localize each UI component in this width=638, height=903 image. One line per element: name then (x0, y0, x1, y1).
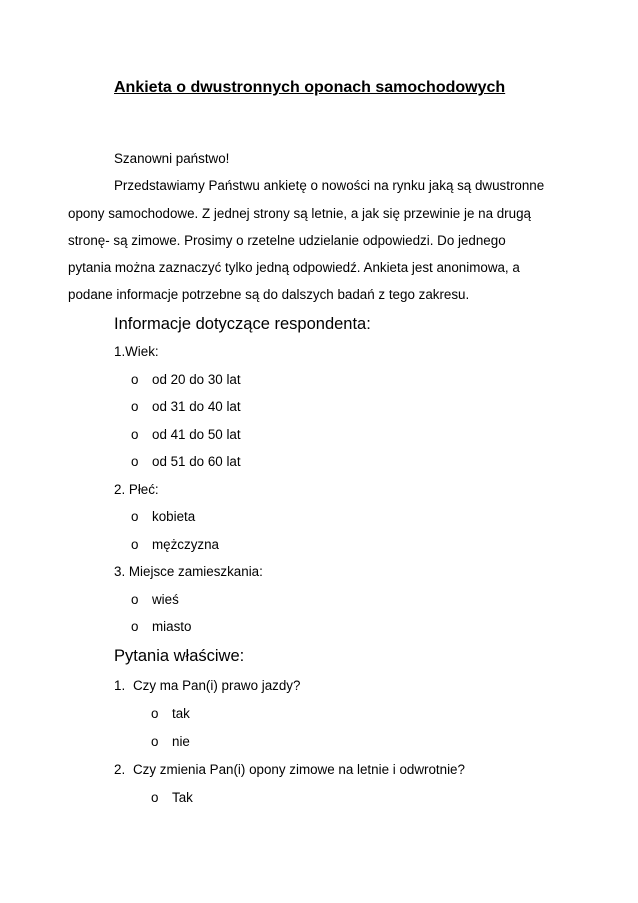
bullet-marker: o (131, 427, 139, 442)
section-heading-respondent: Informacje dotyczące respondenta: (114, 315, 371, 333)
question-license: 1. Czy ma Pan(i) prawo jazdy? (114, 678, 301, 693)
question-gender-label: 2. Płeć: (114, 482, 159, 497)
option-gender-female: o kobieta (131, 509, 196, 524)
option-license-no: o nie (151, 734, 190, 749)
document-title: Ankieta o dwustronnych oponach samochodowych (114, 79, 506, 96)
bullet-marker: o (131, 537, 139, 552)
option-age-51-60: o od 51 do 60 lat (131, 454, 241, 469)
bullet-marker: o (151, 734, 159, 749)
option-gender-male: o mężczyzna (131, 537, 219, 552)
intro-line-5: podane informacje potrzebne są do dalszych badań z tego zakresu. (68, 287, 470, 302)
section-heading-main-questions: Pytania właściwe: (114, 647, 245, 665)
bullet-marker: o (151, 706, 159, 721)
option-license-yes: o tak (151, 706, 190, 721)
bullet-marker: o (131, 454, 139, 469)
intro-line-2: opony samochodowe. Z jednej strony są letnie, a jak się przewinie je na drugą (68, 206, 531, 221)
question-age-label: 1.Wiek: (114, 344, 159, 359)
option-age-31-40: o od 31 do 40 lat (131, 399, 241, 414)
option-residence-village: o wieś (131, 592, 179, 607)
greeting: Szanowni państwo! (114, 151, 230, 166)
bullet-marker: o (131, 399, 139, 414)
intro-line-4: pytania można zaznaczyć tylko jedną odpowiedź. Ankieta jest anonimowa, a (68, 260, 520, 275)
intro-line-1: Przedstawiamy Państwu ankietę o nowości na rynku jaką są dwustronne (114, 178, 545, 193)
bullet-marker: o (151, 790, 159, 805)
question-tire-change: 2. Czy zmienia Pan(i) opony zimowe na letnie i odwrotnie? (114, 762, 465, 777)
intro-line-3: stronę- są zimowe. Prosimy o rzetelne udzielanie odpowiedzi. Do jednego (68, 233, 506, 248)
bullet-marker: o (131, 509, 139, 524)
bullet-marker: o (131, 619, 139, 634)
option-tire-change-yes: o Tak (151, 790, 193, 805)
question-residence-label: 3. Miejsce zamieszkania: (114, 564, 263, 579)
option-residence-city: o miasto (131, 619, 192, 634)
bullet-marker: o (131, 592, 139, 607)
option-age-20-30: o od 20 do 30 lat (131, 372, 241, 387)
option-age-41-50: o od 41 do 50 lat (131, 427, 241, 442)
bullet-marker: o (131, 372, 139, 387)
